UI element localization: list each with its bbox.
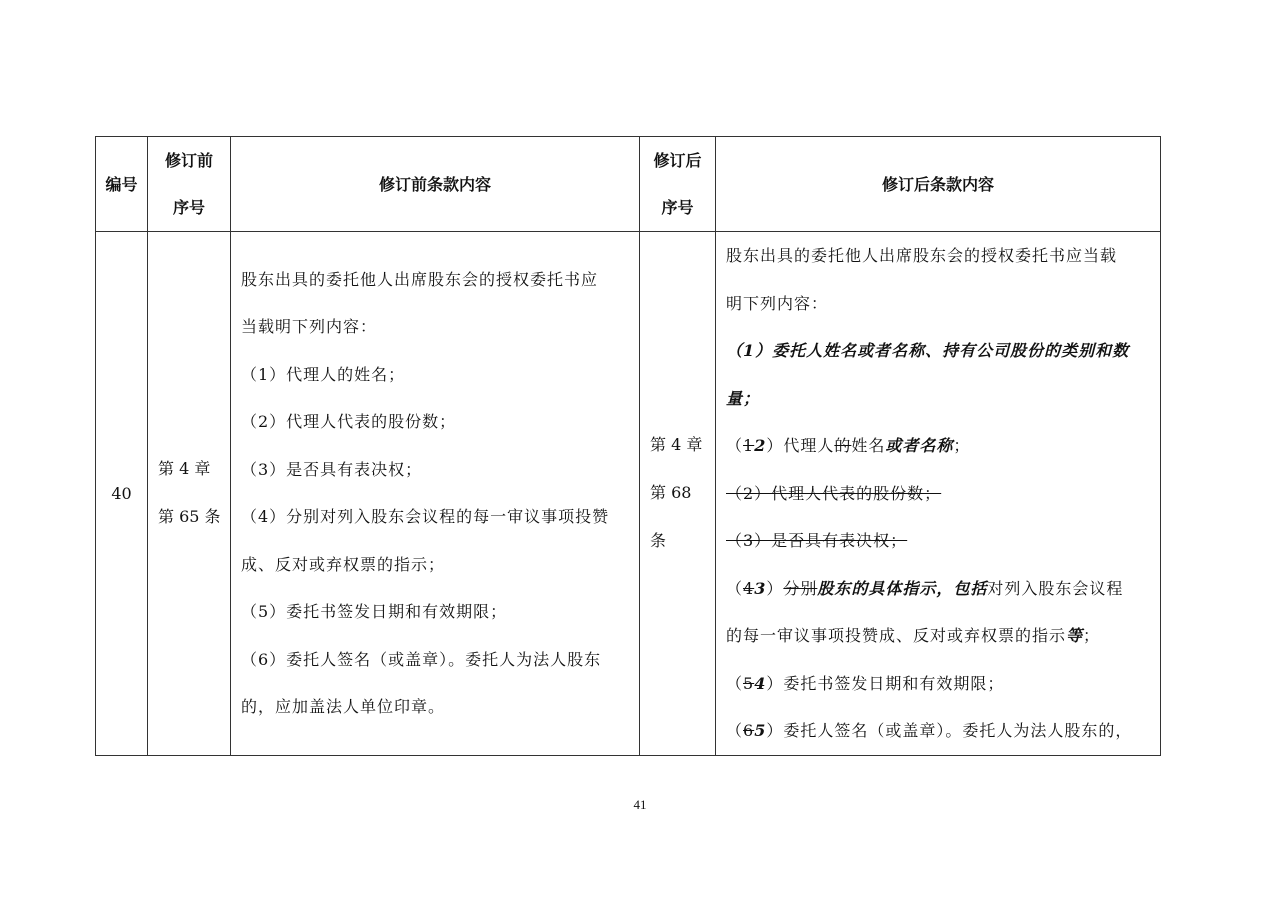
- row-old-seq: [148, 232, 231, 756]
- clause-text-run: （: [726, 578, 744, 598]
- header-new-seq-line: 修订后: [653, 151, 702, 170]
- inserted-text: 或者名称: [885, 436, 954, 455]
- clause-text-run: 的每一审议事项投赞成、反对或弃权票的指示: [726, 626, 1067, 645]
- new-clause-line: [726, 280, 1152, 328]
- new-seq-line: 第 4 章: [650, 435, 703, 455]
- new-clause-line: [726, 470, 1152, 518]
- clause-text-run: 明下列内容：: [726, 293, 829, 313]
- new-clause-line: [726, 375, 1152, 423]
- header-new-text: 修订后条款内容: [716, 137, 1161, 232]
- inserted-text: （1）委托人姓名或者名称、持有公司股份的类别和数: [726, 341, 1130, 360]
- header-num: 编号: [96, 137, 148, 232]
- inserted-text: 股东的具体指示，包括: [817, 578, 988, 598]
- old-clause-line: （2）代理人代表的股份数；: [241, 412, 457, 432]
- inserted-text: 等: [1066, 626, 1084, 645]
- deleted-text: （3）是否具有表决权；: [726, 531, 908, 550]
- clause-text-run: ；: [1083, 626, 1101, 645]
- clause-text-run: ；: [953, 436, 971, 455]
- old-clause-line: （3）是否具有表决权；: [241, 459, 423, 479]
- inserted-text: 5: [754, 721, 767, 740]
- inserted-text: 3: [754, 578, 767, 598]
- new-clause-line: [726, 232, 1152, 280]
- old-clause-line: 股东出具的委托他人出席股东会的授权委托书应: [241, 269, 599, 289]
- deleted-text: （2）代理人代表的股份数；: [726, 483, 942, 503]
- new-clause-line: [726, 707, 1152, 755]
- deleted-text: 6: [743, 721, 755, 740]
- header-old-text: 修订前条款内容: [231, 137, 640, 232]
- old-seq-line: 第 65 条: [158, 507, 221, 527]
- header-old-seq-line: 序号: [172, 198, 205, 217]
- clause-text-run: 对列入股东会议程: [987, 578, 1124, 598]
- new-clause-line: [726, 327, 1152, 375]
- new-clause-line: [726, 565, 1152, 613]
- deleted-text: 1: [743, 436, 755, 455]
- new-clause-text: [716, 232, 1161, 756]
- clause-text-run: ）代理人: [766, 436, 835, 455]
- deleted-text: 的: [834, 436, 852, 455]
- new-seq-line: 第 68: [650, 483, 692, 503]
- inserted-text: 4: [754, 673, 767, 693]
- old-clause-line: （4）分别对列入股东会议程的每一审议事项投赞: [241, 507, 610, 527]
- old-clause-line: 当载明下列内容：: [241, 317, 378, 337]
- deleted-text: 5: [743, 673, 755, 693]
- old-clause-line: 的，应加盖法人单位印章。: [241, 697, 446, 717]
- clause-text-run: 股东出具的委托他人出席股东会的授权委托书应当载: [726, 246, 1118, 265]
- clause-text-run: ）: [766, 578, 784, 598]
- old-clause-line: （1）代理人的姓名；: [241, 364, 406, 384]
- new-clause-line: [726, 517, 1152, 565]
- new-clause-line: [726, 612, 1152, 660]
- new-clause-line: [726, 660, 1152, 708]
- inserted-text: 2: [754, 436, 767, 455]
- revision-comparison-table: [95, 136, 1161, 756]
- clause-text-run: ）委托人签名（或盖章）。委托人为法人股东的，: [766, 721, 1133, 740]
- header-new-seq-line: 序号: [661, 198, 694, 217]
- header-old-seq-line: 修订前: [164, 151, 213, 170]
- old-seq-line: 第 4 章: [158, 459, 211, 479]
- clause-text-run: （: [726, 436, 744, 455]
- clause-text-run: 姓名: [851, 436, 886, 455]
- clause-text-run: （: [726, 721, 744, 740]
- header-new-seq: [640, 137, 716, 232]
- old-clause-line: 成、反对或弃权票的指示；: [241, 554, 446, 574]
- deleted-text: 分别: [783, 578, 818, 598]
- deleted-text: 4: [743, 578, 755, 598]
- clause-text-run: ）委托书签发日期和有效期限；: [766, 673, 1005, 693]
- table-row: [96, 232, 1161, 756]
- inserted-text: 量；: [726, 388, 761, 408]
- new-seq-line: 条: [650, 531, 667, 551]
- header-old-seq: [148, 137, 231, 232]
- table-header-row: [96, 137, 1161, 232]
- old-clause-text: [231, 232, 640, 756]
- row-new-seq: [640, 232, 716, 756]
- old-clause-line: （5）委托书签发日期和有效期限；: [241, 602, 508, 622]
- new-clause-line: [726, 422, 1152, 470]
- old-clause-line: （6）委托人签名（或盖章）。委托人为法人股东: [241, 649, 602, 669]
- clause-text-run: （: [726, 673, 744, 693]
- row-num: 40: [96, 232, 148, 756]
- page-number: 41: [633, 797, 647, 812]
